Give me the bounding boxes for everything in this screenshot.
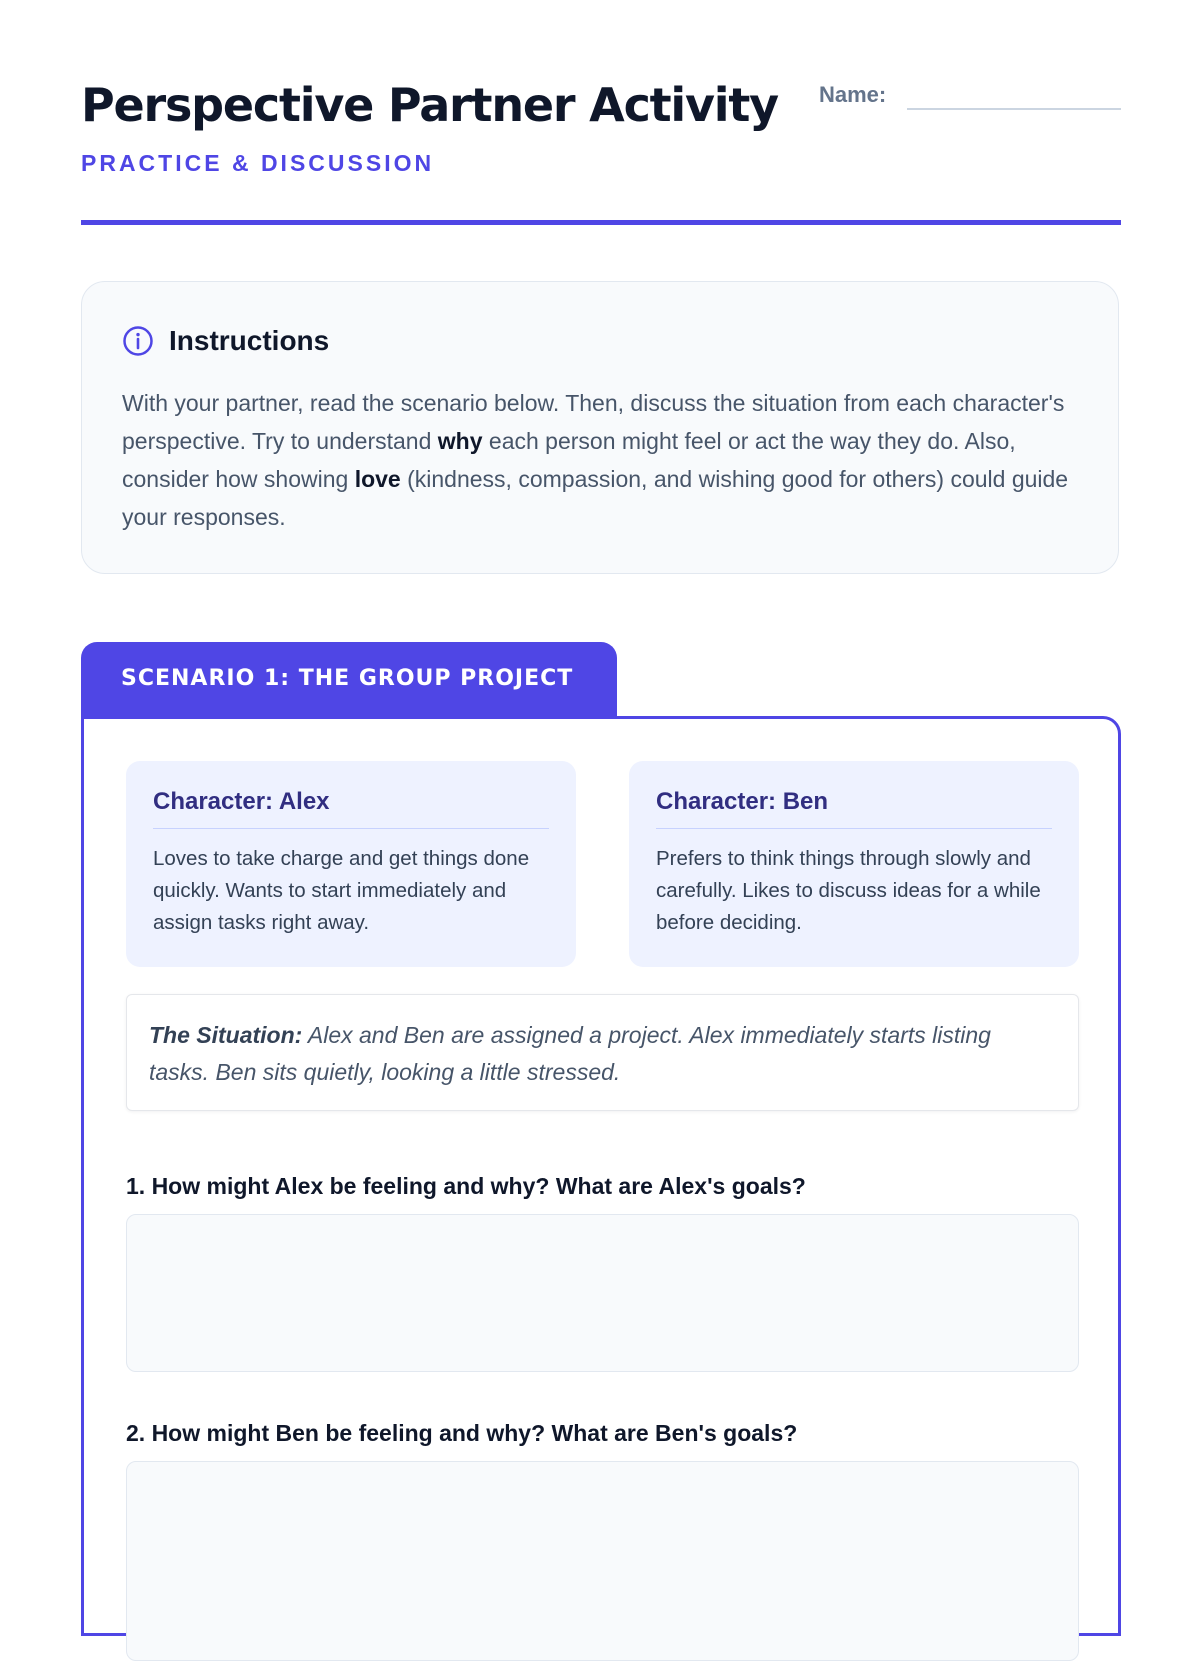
instructions-title: Instructions [169,325,330,356]
header-divider [81,220,1121,225]
answer-box-2[interactable] [126,1461,1079,1661]
character-divider [656,828,1052,829]
instructions-body [122,384,1082,536]
page-subtitle: PRACTICE & DISCUSSION [81,150,435,176]
situation-description: Alex and Ben are assigned a project. Alex immediately starts listing tasks. Ben sits quietly, looking a little stressed. [149,1022,991,1085]
instructions-text-2: each person might feel or act the way they do. Also, consider how showing [122,428,1016,492]
scenario-tab [81,642,617,718]
instructions-text-3: (kindness, compassion, and wishing good for others) could guide your responses. [122,466,1069,530]
name-field[interactable] [819,82,1121,112]
situation-label: The Situation: [149,1022,303,1048]
instructions-text-1: With your partner, read the scenario below. Then, discuss the situation from each character's perspective. Try to understand [122,390,1065,454]
character-name: Character: Ben [656,788,829,815]
instructions-panel [81,281,1119,574]
scenario-tab-label: SCENARIO 1: THE GROUP PROJECT [121,666,574,691]
character-divider [153,828,549,829]
name-input-line[interactable] [907,108,1121,110]
question-2: 2. How might Ben be feeling and why? What are Ben's goals? [126,1420,798,1446]
page-title: Perspective Partner Activity [81,78,778,132]
question-1: 1. How might Alex be feeling and why? What are Alex's goals? [126,1173,806,1199]
name-label: Name: [819,82,887,107]
situation-box [126,994,1079,1111]
info-icon [122,325,154,357]
character-name: Character: Alex [153,788,330,815]
character-description: Prefers to think things through slowly and carefully. Likes to discuss ideas for a while before deciding. [656,847,1041,934]
character-card-ben [629,761,1079,967]
answer-box-1[interactable] [126,1214,1079,1372]
instructions-emphasis-why: why [437,428,483,454]
situation-text [149,1017,1054,1091]
character-description: Loves to take charge and get things done quickly. Wants to start immediately and assign tasks right away. [153,847,530,934]
instructions-emphasis-love: love [354,466,401,492]
scenario-panel [81,716,1121,1636]
character-card-alex [126,761,576,967]
